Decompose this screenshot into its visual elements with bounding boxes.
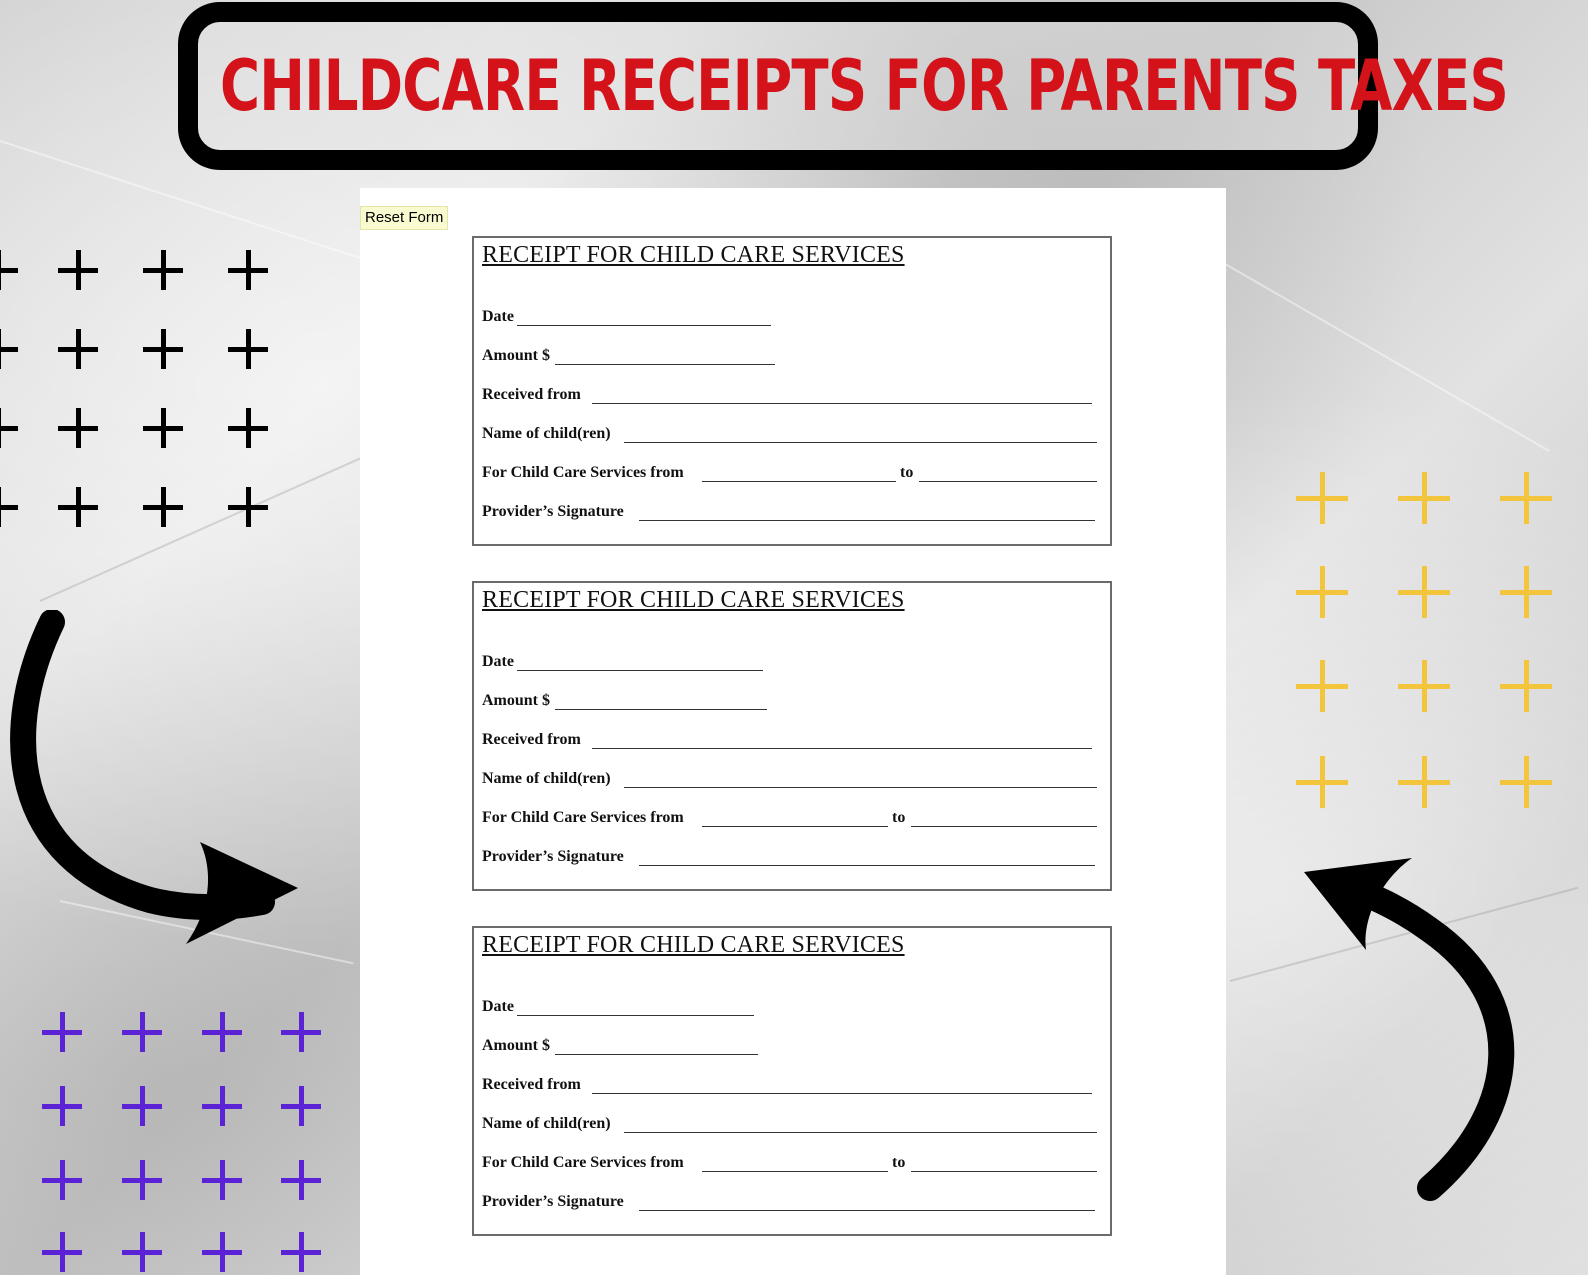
received-from-row (482, 384, 1102, 406)
services-to-label: to (900, 464, 914, 481)
plus-icon (202, 1160, 242, 1200)
plus-icon (1296, 472, 1348, 524)
amount-field[interactable] (555, 364, 775, 365)
plus-icon (58, 329, 98, 369)
paper-texture (1220, 260, 1550, 452)
plus-icon (1398, 566, 1450, 618)
receipt-form-page (360, 188, 1226, 1275)
services-from-field[interactable] (702, 481, 896, 482)
signature-row (482, 501, 1102, 523)
plus-icon (202, 1232, 242, 1272)
plus-icon (1500, 566, 1552, 618)
plus-icon (1398, 660, 1450, 712)
signature-field[interactable] (639, 1210, 1095, 1211)
plus-icon (281, 1086, 321, 1126)
service-dates-row (482, 807, 1102, 829)
plus-icon (58, 408, 98, 448)
service-dates-row (482, 462, 1102, 484)
children-row (482, 768, 1102, 790)
date-field[interactable] (517, 1015, 754, 1016)
date-row (482, 651, 1102, 673)
plus-icon (228, 408, 268, 448)
receipt-card (472, 581, 1112, 891)
signature-label: Provider’s Signature (482, 1193, 624, 1210)
amount-row (482, 1035, 1102, 1057)
date-row (482, 996, 1102, 1018)
plus-icon (122, 1232, 162, 1272)
plus-icon (228, 487, 268, 527)
signature-label: Provider’s Signature (482, 848, 624, 865)
plus-icon (1296, 756, 1348, 808)
services-to-label: to (892, 809, 906, 826)
plus-icon (143, 487, 183, 527)
amount-field[interactable] (555, 1054, 758, 1055)
received-from-field[interactable] (592, 748, 1092, 749)
children-field[interactable] (624, 442, 1097, 443)
amount-row (482, 690, 1102, 712)
plus-icon (1500, 756, 1552, 808)
received-from-row (482, 729, 1102, 751)
banner-title: CHILDCARE RECEIPTS FOR PARENTS TAXES (220, 45, 1509, 127)
plus-icon (0, 408, 18, 448)
receipt-heading: RECEIPT FOR CHILD CARE SERVICES (482, 932, 905, 958)
amount-label: Amount $ (482, 347, 551, 364)
amount-row (482, 345, 1102, 367)
plus-icon (122, 1160, 162, 1200)
received-from-label: Received from (482, 386, 581, 403)
date-field[interactable] (517, 325, 771, 326)
received-from-label: Received from (482, 1076, 581, 1093)
children-label: Name of child(ren) (482, 425, 611, 442)
receipt-heading: RECEIPT FOR CHILD CARE SERVICES (482, 587, 905, 613)
signature-row (482, 846, 1102, 868)
plus-icon (1398, 756, 1450, 808)
services-from-label: For Child Care Services from (482, 1154, 684, 1171)
services-to-field[interactable] (919, 481, 1097, 482)
children-label: Name of child(ren) (482, 770, 611, 787)
receipt-card (472, 236, 1112, 546)
service-dates-row (482, 1152, 1102, 1174)
amount-field[interactable] (555, 709, 767, 710)
plus-icon (281, 1012, 321, 1052)
plus-icon (1500, 472, 1552, 524)
services-to-field[interactable] (911, 826, 1097, 827)
plus-icon (1296, 660, 1348, 712)
plus-icon (202, 1086, 242, 1126)
signature-row (482, 1191, 1102, 1213)
plus-icon (1296, 566, 1348, 618)
received-from-row (482, 1074, 1102, 1096)
plus-icon (202, 1012, 242, 1052)
plus-icon (228, 329, 268, 369)
amount-label: Amount $ (482, 692, 551, 709)
curved-arrow-right-icon (0, 610, 320, 970)
children-field[interactable] (624, 787, 1097, 788)
received-from-field[interactable] (592, 403, 1092, 404)
services-from-label: For Child Care Services from (482, 809, 684, 826)
received-from-label: Received from (482, 731, 581, 748)
plus-icon (281, 1160, 321, 1200)
reset-form-button[interactable]: Reset Form (360, 206, 448, 230)
plus-icon (58, 250, 98, 290)
plus-icon (42, 1232, 82, 1272)
children-row (482, 423, 1102, 445)
children-row (482, 1113, 1102, 1135)
amount-label: Amount $ (482, 1037, 551, 1054)
paper-texture (40, 454, 370, 602)
date-label: Date (482, 998, 514, 1015)
services-to-field[interactable] (911, 1171, 1097, 1172)
signature-field[interactable] (639, 865, 1095, 866)
plus-icon (0, 487, 18, 527)
curved-arrow-left-icon (1300, 850, 1588, 1210)
plus-icon (1500, 660, 1552, 712)
date-row (482, 306, 1102, 328)
receipt-card (472, 926, 1112, 1236)
plus-icon (143, 250, 183, 290)
plus-icon (1398, 472, 1450, 524)
title-banner (178, 2, 1509, 170)
children-field[interactable] (624, 1132, 1097, 1133)
signature-field[interactable] (639, 520, 1095, 521)
plus-icon (143, 408, 183, 448)
date-label: Date (482, 308, 514, 325)
plus-icon (122, 1086, 162, 1126)
plus-icon (0, 329, 18, 369)
plus-icon (122, 1012, 162, 1052)
services-from-label: For Child Care Services from (482, 464, 684, 481)
plus-icon (42, 1012, 82, 1052)
services-from-field[interactable] (702, 826, 888, 827)
date-label: Date (482, 653, 514, 670)
signature-label: Provider’s Signature (482, 503, 624, 520)
plus-icon (143, 329, 183, 369)
receipt-heading: RECEIPT FOR CHILD CARE SERVICES (482, 242, 905, 268)
plus-icon (0, 250, 18, 290)
plus-icon (58, 487, 98, 527)
date-field[interactable] (517, 670, 763, 671)
services-to-label: to (892, 1154, 906, 1171)
plus-icon (42, 1160, 82, 1200)
plus-icon (228, 250, 268, 290)
plus-icon (281, 1232, 321, 1272)
plus-icon (42, 1086, 82, 1126)
received-from-field[interactable] (592, 1093, 1092, 1094)
services-from-field[interactable] (702, 1171, 888, 1172)
children-label: Name of child(ren) (482, 1115, 611, 1132)
